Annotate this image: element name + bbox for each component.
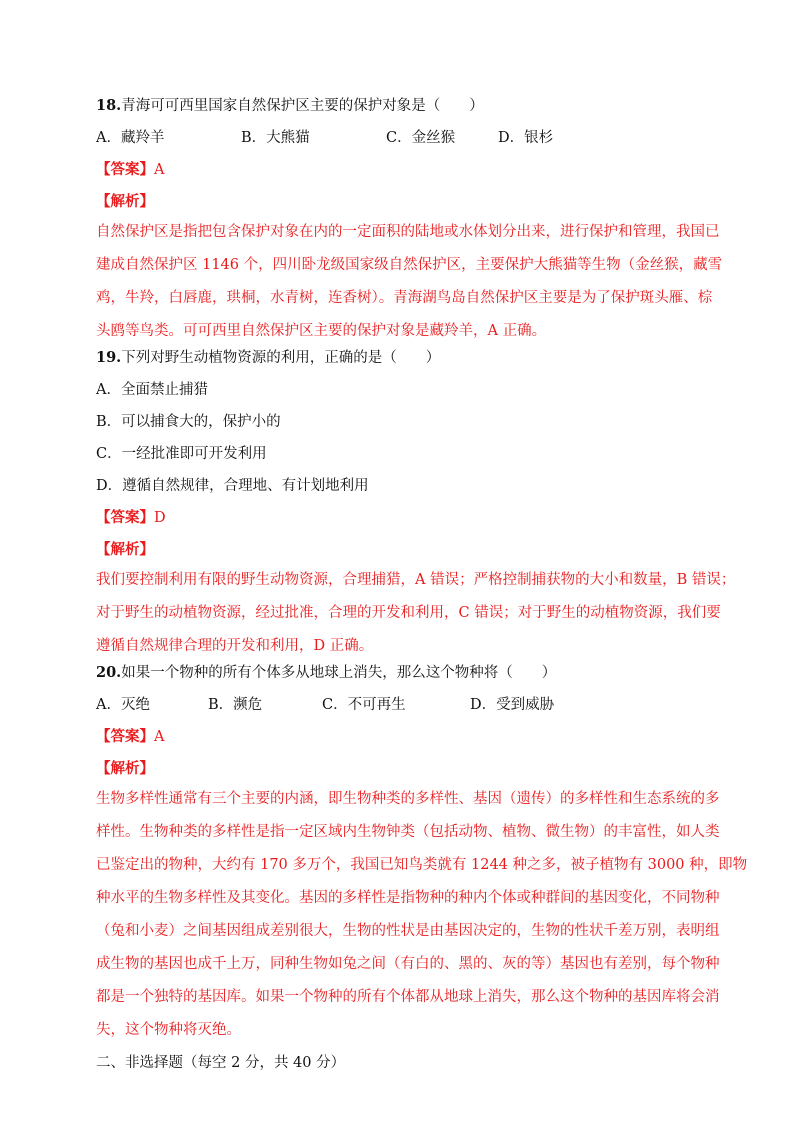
option-d: D．遵循自然规律，合理地、有计划地利用 [96,478,369,494]
option-b: B．濒危 [208,697,263,713]
option-b: B．可以捕食大的，保护小的 [96,414,281,430]
option-a: A．灭绝 [96,697,150,713]
analysis-line: 对于野生的动植物资源，经过批准，合理的开发和利用，C 错误；对于野生的动植物资源，我们要 [96,605,721,621]
option-d: D．受到威胁 [470,697,555,713]
question-text: 如果一个物种的所有个体多从地球上消失，那么这个物种将（ ） [121,665,557,681]
analysis-tag-20: 【解析】 [96,760,154,777]
answer-value: D [154,510,166,526]
question-20-stem [96,663,716,683]
analysis-line: 头鸥等鸟类。可可西里自然保护区主要的保护对象是藏羚羊，A 正确。 [96,323,547,339]
option-a: A．藏羚羊 [96,130,165,146]
analysis-19 [96,564,736,663]
analysis-line: 我们要控制利用有限的野生动物资源，合理捕猎，A 错误；严格控制捕获物的大小和数量，B 错误； [96,572,736,588]
option-c: C．不可再生 [322,697,406,713]
option-c: C．金丝猴 [386,130,456,146]
option-b: B．大熊猫 [241,130,310,146]
analysis-line: 自然保护区是指把包含保护对象在内的一定面积的陆地或水体划分出来，进行保护和管理，我国已 [96,224,720,240]
analysis-line: （兔和小麦）之间基因组成差别很大，生物的性状是由基因决定的，生物的性状千差万别，表明组 [96,923,720,939]
question-18-stem [96,96,716,116]
option-d: D．银杉 [498,130,554,146]
question-text: 青海可可西里国家自然保护区主要的保护对象是（ ） [121,98,484,114]
answer-18 [96,160,716,180]
analysis-18 [96,216,723,348]
answer-20 [96,727,716,747]
option-a: A．全面禁止捕猎 [96,382,208,398]
answer-tag: 【答案】 [96,728,154,745]
analysis-20 [96,783,748,1047]
analysis-line: 鸡，牛羚，白唇鹿，珙桐，水青树，连香树）。青海湖鸟岛自然保护区主要是为了保护斑头雁、棕 [96,290,713,306]
document-page [96,92,748,1073]
answer-value: A [154,162,165,178]
analysis-line: 都是一个独特的基因库。如果一个物种的所有个体都从地球上消失，那么这个物种的基因库将会消 [96,989,720,1005]
analysis-line: 生物多样性通常有三个主要的内涵，即生物种类的多样性、基因（遗传）的多样性和生态系统的多 [96,791,720,807]
question-20-options [96,695,716,715]
analysis-line: 已鉴定出的物种，大约有 170 多万个，我国已知鸟类就有 1244 种之多，被子植物有 3000 种，即物 [96,857,748,873]
answer-value: A [154,729,165,745]
question-18-options [96,128,716,148]
analysis-line: 建成自然保护区 1146 个，四川卧龙级国家级自然保护区，主要保护大熊猫等生物（金丝猴，藏雪 [96,257,723,273]
analysis-line: 遵循自然规律合理的开发和利用，D 正确。 [96,638,374,654]
answer-19 [96,508,716,528]
analysis-line: 样性。生物种类的多样性是指一定区域内生物钟类（包括动物、植物、微生物）的丰富性，如人类 [96,824,720,840]
answer-tag: 【答案】 [96,161,154,178]
analysis-line: 失，这个物种将灭绝。 [96,1022,241,1038]
question-number: 20. [96,664,122,681]
section-heading: 二、非选择题（每空 2 分，共 40 分） [96,1055,346,1071]
question-text: 下列对野生动植物资源的利用，正确的是（ ） [121,350,441,366]
analysis-line: 成生物的基因也成千上万，同种生物如兔之间（有白的、黑的、灰的等）基因也有差别，每个物种 [96,956,720,972]
question-number: 19. [96,349,122,366]
analysis-line: 种水平的生物多样性及其变化。基因的多样性是指物种的种内个体或种群间的基因变化，不同物种 [96,890,720,906]
analysis-tag-18: 【解析】 [96,193,154,210]
answer-tag: 【答案】 [96,509,154,526]
option-c: C．一经批准即可开发利用 [96,446,267,462]
analysis-tag-19: 【解析】 [96,541,154,558]
question-19-stem [96,348,716,368]
question-number: 18. [96,97,122,114]
